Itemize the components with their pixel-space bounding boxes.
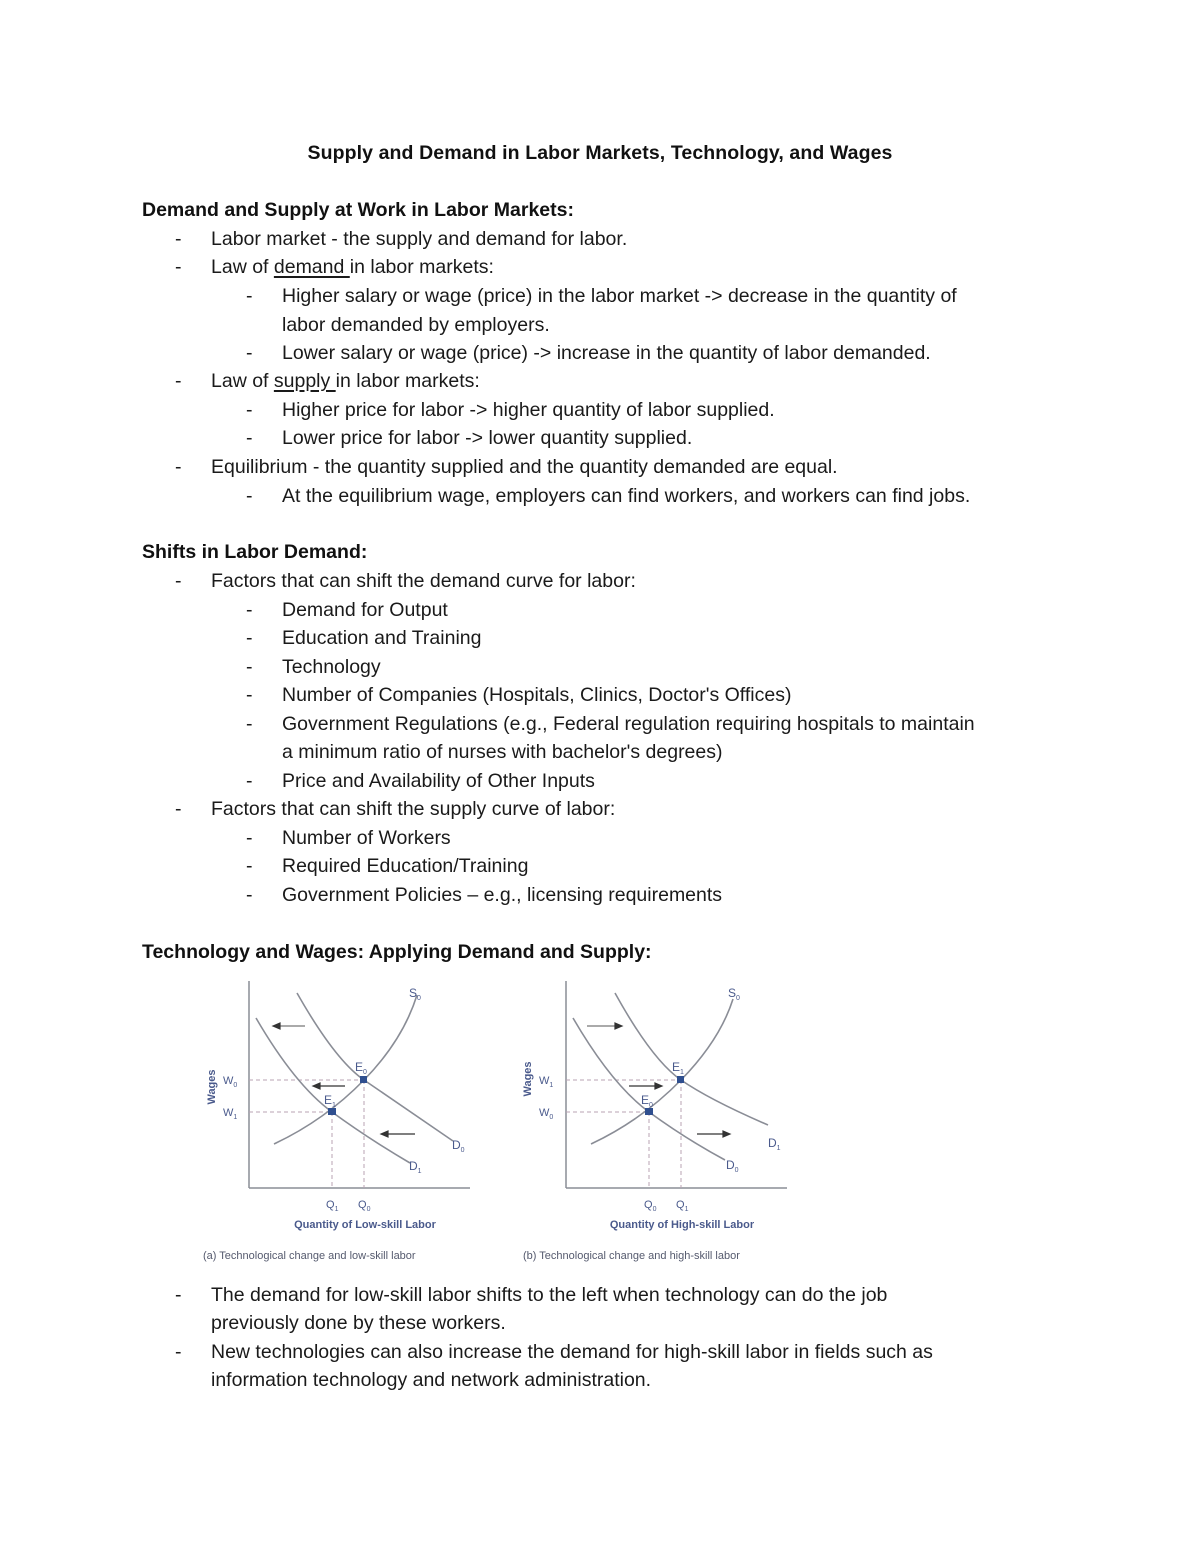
list-item-law-of-demand (211, 256, 494, 279)
list-item: Technology (282, 656, 381, 678)
equilibrium-point-e1 (677, 1076, 684, 1083)
label-w-upper: $W_1$ (539, 1075, 554, 1089)
label-d-lower: $D_0$ (726, 1158, 739, 1174)
equilibrium-point-e0 (360, 1076, 367, 1083)
supply-curve-s0 (591, 999, 733, 1144)
bullet: - (246, 627, 253, 649)
bullet: - (246, 599, 253, 621)
list-item: Higher salary or wage (price) in the labor market -> decrease in the quantity of (282, 285, 957, 307)
bullet: - (246, 399, 253, 421)
list-item-continuation: previously done by these workers. (211, 1312, 506, 1334)
section-heading-labor-markets: Demand and Supply at Work in Labor Markets: (142, 199, 574, 221)
bullet: - (246, 656, 253, 678)
label-w-lower: $W_0$ (539, 1107, 554, 1121)
bullet: - (175, 570, 182, 592)
label-w-upper: $W_0$ (223, 1075, 238, 1089)
bullet: - (246, 285, 253, 307)
bullet: - (246, 827, 253, 849)
list-item: Number of Workers (282, 827, 451, 849)
text-segment: in labor markets: (349, 256, 494, 278)
bullet: - (246, 342, 253, 364)
arrow-right-icon (655, 1083, 662, 1089)
bullet: - (175, 228, 182, 250)
bullet: - (175, 1341, 182, 1363)
list-item: Education and Training (282, 627, 482, 649)
label-d-upper: $D_0$ (452, 1138, 465, 1154)
label-s: $S_0$ (409, 986, 421, 1002)
list-item-continuation: a minimum ratio of nurses with bachelor's degrees) (282, 741, 723, 763)
label-e-lower: $E_1$ (324, 1093, 336, 1109)
list-item: Demand for Output (282, 599, 448, 621)
bullet: - (246, 855, 253, 877)
section-heading-shifts-in-labor-demand: Shifts in Labor Demand: (142, 541, 368, 563)
list-item: Equilibrium - the quantity supplied and the quantity demanded are equal. (211, 456, 838, 478)
bullet: - (175, 798, 182, 820)
list-item: Price and Availability of Other Inputs (282, 770, 595, 792)
arrow-right-icon (615, 1023, 622, 1029)
underlined-term-demand: demand (273, 256, 350, 278)
list-item: New technologies can also increase the demand for high-skill labor in fields such as (211, 1341, 933, 1363)
demand-curve-d1 (615, 993, 768, 1125)
text-segment: in labor markets: (335, 370, 480, 392)
list-item: Government Regulations (e.g., Federal regulation requiring hospitals to maintain (282, 713, 975, 735)
bullet: - (175, 1284, 182, 1306)
label-q-right: $Q_0$ (358, 1199, 371, 1213)
figure-caption: (a) Technological change and low-skill labor (203, 1250, 416, 1262)
demand-curve-d0 (573, 1018, 725, 1160)
bullet: - (246, 884, 253, 906)
list-item: The demand for low-skill labor shifts to the left when technology can do the job (211, 1284, 888, 1306)
figure-caption: (b) Technological change and high-skill labor (523, 1250, 740, 1262)
label-e-upper: $E_1$ (672, 1060, 684, 1076)
bullet: - (246, 427, 253, 449)
label-s: $S_0$ (728, 986, 740, 1002)
x-axis-label: Quantity of High-skill Labor (609, 1219, 755, 1231)
label-e-lower: $E_0$ (641, 1093, 653, 1109)
y-axis-label: Wages (206, 1069, 218, 1105)
list-item-continuation: labor demanded by employers. (282, 314, 550, 336)
list-item-law-of-supply (211, 370, 480, 393)
bullet: - (246, 713, 253, 735)
list-item: Lower price for labor -> lower quantity supplied. (282, 427, 693, 449)
bullet: - (246, 485, 253, 507)
list-item: Required Education/Training (282, 855, 529, 877)
list-item: Number of Companies (Hospitals, Clinics, Doctor's Offices) (282, 684, 792, 706)
text-segment: Law of (211, 256, 274, 278)
list-item: Lower salary or wage (price) -> increase in the quantity of labor demanded. (282, 342, 931, 364)
list-item: At the equilibrium wage, employers can find workers, and workers can find jobs. (282, 485, 971, 507)
bullet: - (246, 684, 253, 706)
list-item: Factors that can shift the demand curve for labor: (211, 570, 636, 592)
label-q-right: $Q_1$ (676, 1199, 689, 1213)
arrow-left-icon (313, 1083, 320, 1089)
bullet: - (175, 370, 182, 392)
x-axis-label: Quantity of Low-skill Labor (294, 1219, 436, 1231)
section-heading-technology-and-wages: Technology and Wages: Applying Demand and Supply: (142, 941, 652, 963)
label-e-upper: $E_0$ (355, 1060, 367, 1076)
figure-b-high-skill-labor (515, 975, 815, 1270)
arrow-right-icon (723, 1131, 730, 1137)
arrow-left-icon (273, 1023, 280, 1029)
bullet: - (175, 256, 182, 278)
list-item: Higher price for labor -> higher quantity of labor supplied. (282, 399, 775, 421)
equilibrium-point-e1 (328, 1108, 336, 1115)
list-item: Government Policies – e.g., licensing requirements (282, 884, 723, 906)
label-q-left: $Q_1$ (326, 1199, 339, 1213)
figure-a-low-skill-labor (195, 975, 495, 1270)
list-item-continuation: information technology and network administration. (211, 1369, 652, 1391)
bullet: - (246, 770, 253, 792)
equilibrium-point-e0 (645, 1108, 653, 1115)
label-w-lower: $W_1$ (223, 1107, 238, 1121)
arrow-left-icon (381, 1131, 388, 1137)
label-d-lower: $D_1$ (409, 1159, 422, 1175)
bullet: - (175, 456, 182, 478)
underlined-term-supply: supply (273, 370, 336, 392)
list-item: Labor market - the supply and demand for labor. (211, 228, 628, 250)
list-item: Factors that can shift the supply curve of labor: (211, 798, 616, 820)
label-q-left: $Q_0$ (644, 1199, 657, 1213)
page-title: Supply and Demand in Labor Markets, Technology, and Wages (307, 142, 893, 164)
y-axis-label: Wages (522, 1061, 534, 1097)
label-d-upper: $D_1$ (768, 1136, 781, 1152)
text-segment: Law of (211, 370, 274, 392)
